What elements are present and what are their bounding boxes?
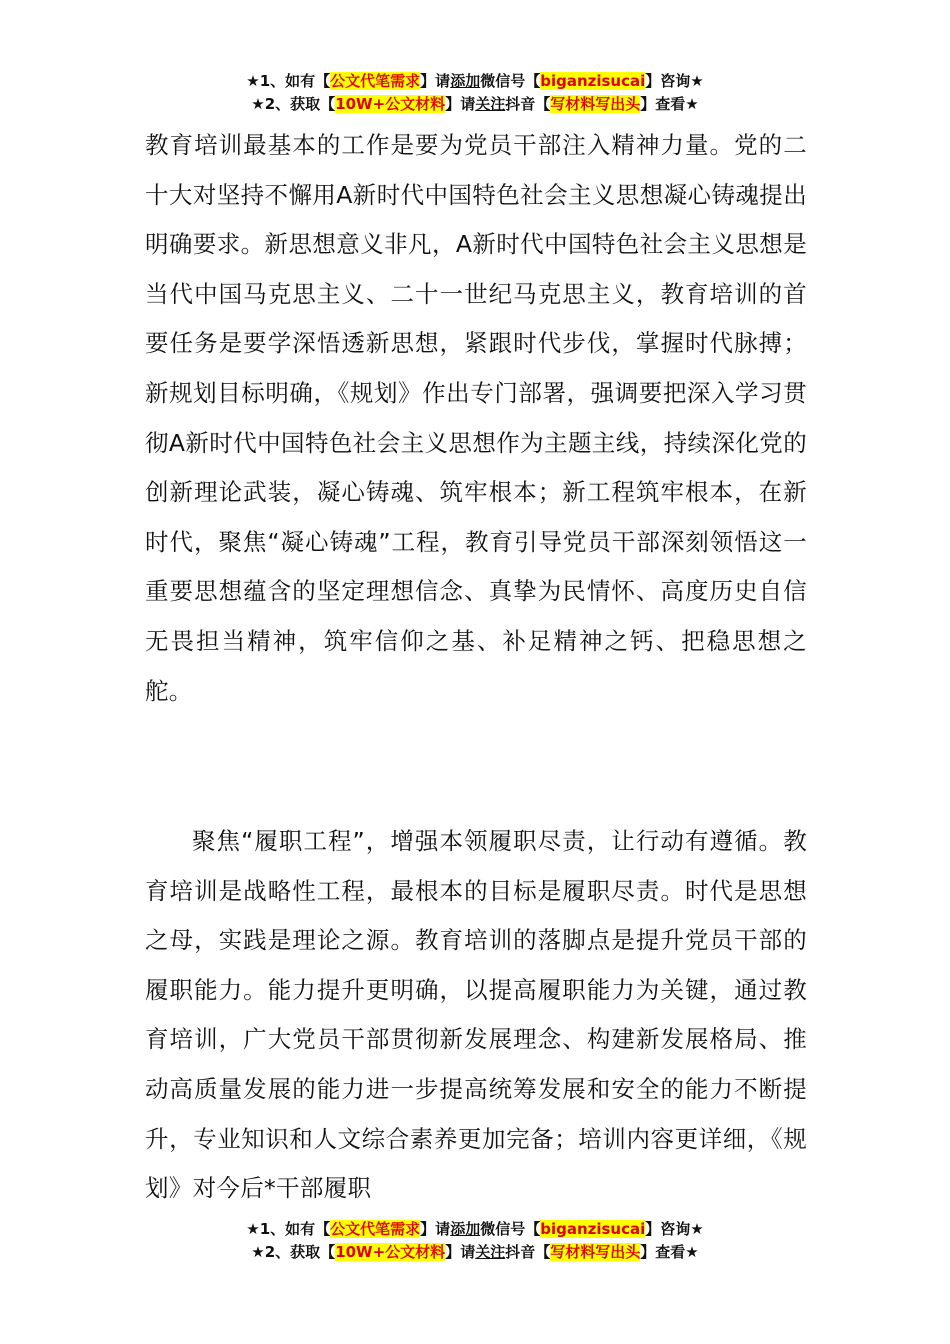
header-line-2-underline: 关注 [475, 95, 506, 113]
footer-line-2-text-1: ★2、获取【 [251, 1243, 336, 1261]
footer-line-1-text-2: 】请 [420, 1220, 451, 1238]
header-line-2-highlight-1: 10W+公文材料 [335, 95, 446, 113]
footer-line-1-highlight-2: biganzisucai [540, 1220, 646, 1238]
header-line-1-text-3: 微信号【 [480, 72, 541, 90]
footer-line-1-text-3: 微信号【 [480, 1220, 541, 1238]
footer-line-2-underline: 关注 [475, 1243, 506, 1261]
footer-line-1-highlight-1: 公文代笔需求 [330, 1220, 421, 1238]
footer-line-2-highlight-1: 10W+公文材料 [335, 1243, 446, 1261]
footer-line-1 [0, 1218, 950, 1240]
footer-line-2-text-2: 】请 [445, 1243, 476, 1261]
footer-line-1-underline: 添加 [450, 1220, 481, 1238]
header-line-2-highlight-2: 写材料写出头 [550, 95, 641, 113]
header-line-2-text-1: ★2、获取【 [251, 95, 336, 113]
header-line-1 [0, 70, 950, 92]
header-line-1-highlight-2: biganzisucai [540, 72, 646, 90]
body-paragraph-1: 教育培训最基本的工作是要为党员干部注入精神力量。党的二十大对坚持不懈用A新时代中国特色社会主义思想凝心铸魂提出明确要求。新思想意义非凡，A新时代中国特色社会主义思想是当代中国马克思主义、二十一世纪马克思主义，教育培训的首要任务是要学深悟透新思想，紧跟时代步伐，掌握时代脉搏；新规划目标明确，《规划》作出专门部署，强调要把深入学习贯彻A新时代中国特色社会主义思想作为主题主线，持续深化党的创新理论武装，凝心铸魂、筑牢根本；新工程筑牢根本，在新时代，聚焦“凝心铸魂”工程，教育引导党员干部深刻领悟这一重要思想蕴含的坚定理想信念、真挚为民情怀、高度历史自信无畏担当精神，筑牢信仰之基、补足精神之钙、把稳思想之舵。 [145, 131, 807, 705]
header-line-1-underline: 添加 [450, 72, 481, 90]
header-line-1-highlight-1: 公文代笔需求 [330, 72, 421, 90]
footer-line-2-text-3: 抖音【 [505, 1243, 551, 1261]
header-line-2-text-4: 】查看★ [640, 95, 699, 113]
footer-line-2 [0, 1241, 950, 1263]
footer-line-2-text-4: 】查看★ [640, 1243, 699, 1261]
header-line-1-text-2: 】请 [420, 72, 451, 90]
header-line-1-text-1: ★1、如有【 [246, 72, 331, 90]
footer-line-1-text-1: ★1、如有【 [246, 1220, 331, 1238]
footer-line-1-text-4: 】咨询★ [645, 1220, 704, 1238]
header-line-2-text-2: 】请 [445, 95, 476, 113]
header-line-2-text-3: 抖音【 [505, 95, 551, 113]
header-line-2 [0, 93, 950, 115]
body-paragraph-2: 聚焦“履职工程”，增强本领履职尽责，让行动有遵循。教育培训是战略性工程，最根本的目标是履职尽责。时代是思想之母，实践是理论之源。教育培训的落脚点是提升党员干部的履职能力。能力提升更明确，以提高履职能力为关键，通过教育培训，广大党员干部贯彻新发展理念、构建新发展格局、推动高质量发展的能力进一步提高统筹发展和安全的能力不断提升，专业知识和人文综合素养更加完备；培训内容更详细，《规划》对今后*干部履职 [145, 827, 807, 1203]
footer-line-2-highlight-2: 写材料写出头 [550, 1243, 641, 1261]
header-line-1-text-4: 】咨询★ [645, 72, 704, 90]
